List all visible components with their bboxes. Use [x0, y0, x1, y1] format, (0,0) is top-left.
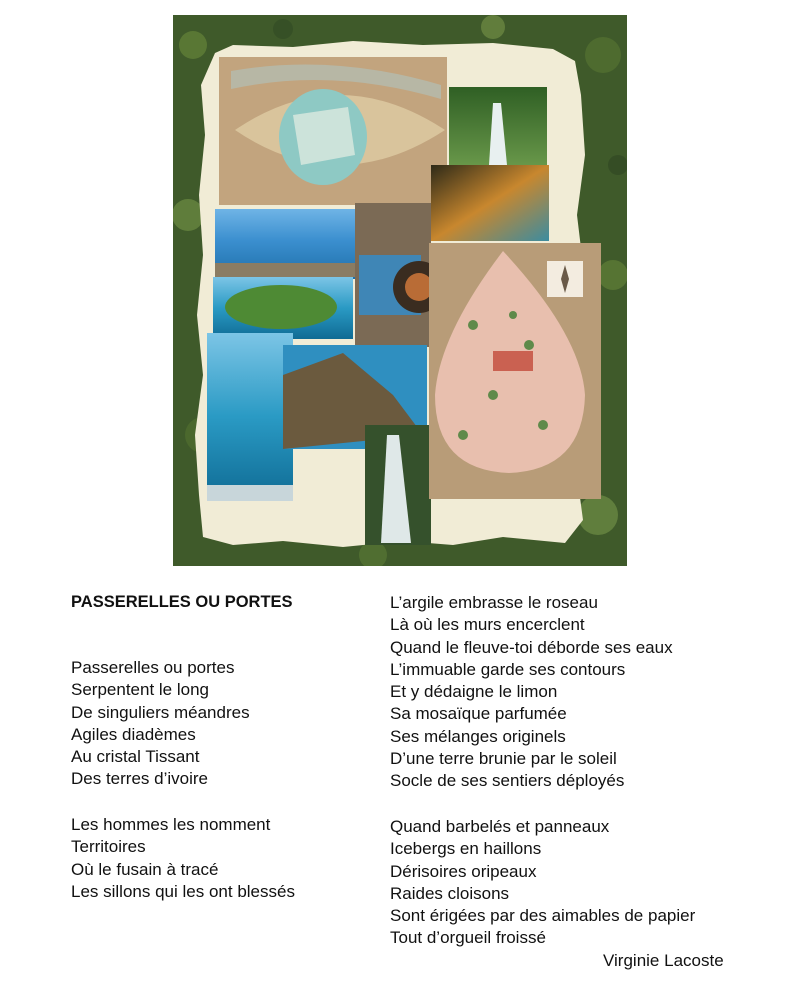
verse-line: D’une terre brunie par le soleil — [390, 749, 617, 769]
verse-line: Les hommes les nomment — [71, 815, 271, 834]
verse-line: Serpentent le long — [71, 680, 209, 700]
verse-line: Des terres d’ivoire — [71, 769, 208, 789]
author-signature: Virginie Lacoste — [603, 951, 724, 970]
right-stanza-1 — [390, 592, 673, 793]
left-stanza-2 — [71, 814, 295, 903]
verse-line: Quand le fleuve-toi déborde ses eaux — [390, 637, 673, 657]
verse-line: Sont érigées par des aimables de papier — [390, 906, 696, 926]
verse-line: L’argile embrasse le roseau — [390, 593, 598, 612]
verse-line: Raides cloisons — [390, 883, 510, 903]
verse-line: Au cristal Tissant — [71, 747, 200, 767]
left-stanza-1 — [71, 657, 250, 791]
sea-photo — [207, 333, 293, 501]
verse-line: Passerelles ou portes — [71, 658, 235, 677]
verse-line: Et y dédaigne le limon — [390, 682, 558, 702]
verse-line: Ses mélanges originels — [390, 726, 566, 746]
verse-line: Sa mosaïque parfumée — [390, 704, 567, 724]
verse-line: Dérisoires oripeaux — [390, 861, 537, 881]
verse-line: Là où les murs encerclent — [390, 615, 585, 635]
verse-line: L’immuable garde ses contours — [390, 659, 626, 679]
verse-line: Quand barbelés et panneaux — [390, 817, 610, 836]
verse-line: Agiles diadèmes — [71, 724, 196, 744]
collage-photo — [173, 15, 627, 566]
verse-line: Les sillons qui les ont blessés — [71, 881, 295, 901]
poem-title: PASSERELLES OU PORTES — [71, 593, 293, 611]
verse-line: Tout d’orgueil froissé — [390, 928, 546, 948]
verse-line: Territoires — [71, 837, 146, 857]
verse-line: De singuliers méandres — [71, 702, 250, 722]
verse-line: Icebergs en haillons — [390, 839, 542, 859]
verse-line: Socle de ses sentiers déployés — [390, 771, 625, 791]
river-photo — [431, 165, 549, 241]
verse-line: Où le fusain à tracé — [71, 859, 219, 879]
right-stanza-2 — [390, 816, 695, 950]
